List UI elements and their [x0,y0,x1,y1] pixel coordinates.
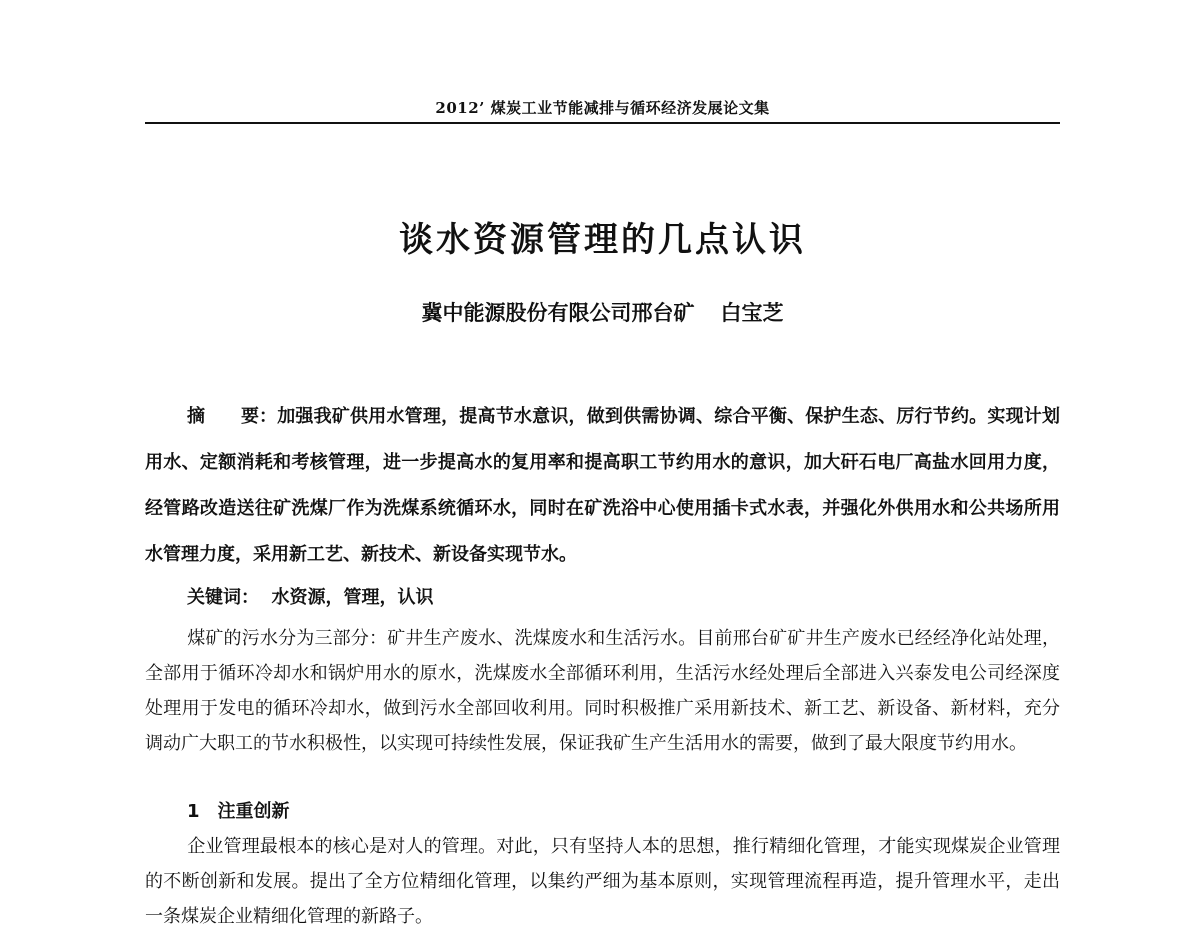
keywords-text: 水资源，管理，认识 [271,587,434,608]
byline [145,297,1060,327]
abstract [145,394,1060,578]
paragraph-text: 煤矿的污水分为三部分：矿井生产废水、洗煤废水和生活污水。目前邢台矿矿井生产废水已经经净化站处理，全部用于循环冷却水和锅炉用水的原水，洗煤废水全部循环利用，生活污水经处理后全部进入兴泰发电公司经深度处理用于发电的循环冷却水，做到污水全部回收利用。同时积极推广采用新技术、新工艺、新设备、新材料，充分调动广大职工的节水积极性，以实现可持续性发展，保证我矿生产生活用水的需要，做到了最大限度节约用水。 [145,628,1060,754]
header-rule [145,122,1060,124]
paragraph [145,829,1060,934]
paper-title: 谈水资源管理的几点认识 [399,220,806,260]
author: 白宝芝 [720,301,784,325]
paragraph-text: 企业管理最根本的核心是对人的管理。对此，只有坚持人本的思想，推行精细化管理，才能实现煤炭企业管理的不断创新和发展。提出了全方位精细化管理，以集约严细为基本原则，实现管理流程再造，提升管理水平，走出一条煤炭企业精细化管理的新路子。 [145,836,1060,927]
section-number: 1 [187,801,200,822]
section-title: 注重创新 [217,801,290,822]
keywords [187,582,1057,614]
keywords-label: 关键词： [187,587,259,608]
running-header: 2012’ 煤炭工业节能减排与循环经济发展论文集 [435,99,770,117]
section-heading [187,796,290,828]
paragraph [145,621,1060,761]
abstract-label: 摘 要： [187,406,277,427]
affiliation: 冀中能源股份有限公司邢台矿 [421,301,695,325]
abstract-text: 加强我矿供用水管理，提高节水意识，做到供需协调、综合平衡、保护生态、厉行节约。实现计划用水、定额消耗和考核管理，进一步提高水的复用率和提高职工节约用水的意识，加大矸石电厂高盐水回用力度，经管路改造送往矿洗煤厂作为洗煤系统循环水，同时在矿洗浴中心使用插卡式水表，并强化外供用水和公共场所用水管理力度，采用新工艺、新技术、新设备实现节水。 [145,406,1060,565]
